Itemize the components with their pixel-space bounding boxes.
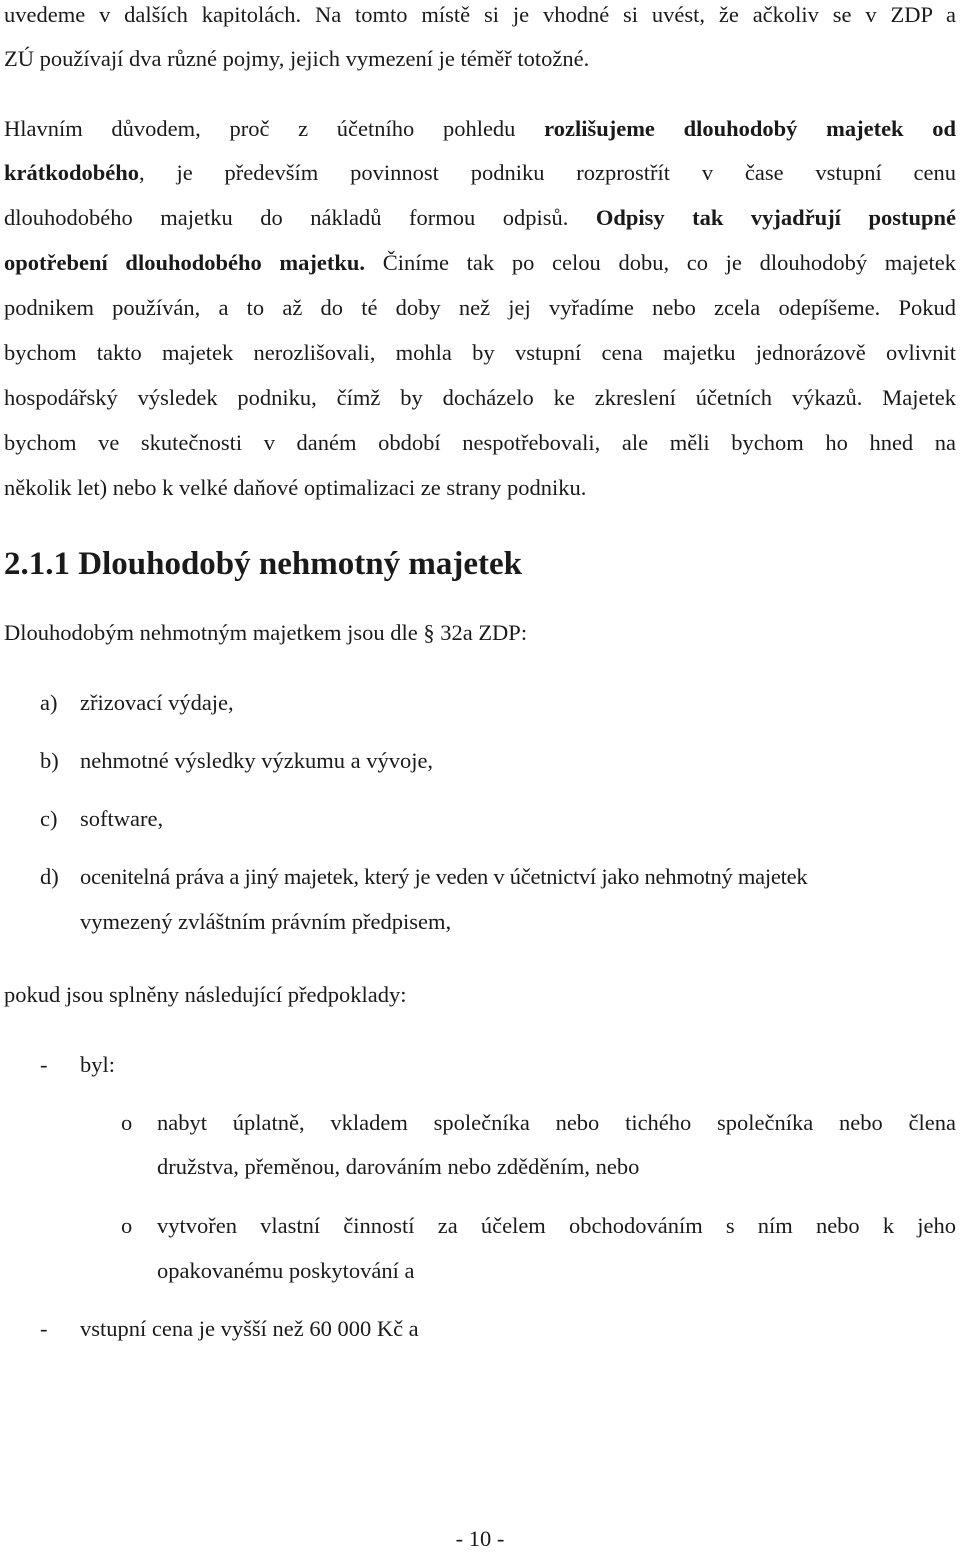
dash-marker: - bbox=[40, 1316, 48, 1341]
text-line: bychom ve skutečnosti v daném období nespotřebovali, ale měli bychom ho hned na bbox=[4, 430, 956, 455]
text-line: bychom takto majetek nerozlišovali, mohla by vstupní cena majetku jednorázově ovlivnit bbox=[4, 340, 956, 365]
subcondition-text: nabyt úplatně, vkladem společníka nebo tichého společníka nebo člena bbox=[157, 1110, 956, 1135]
conditions-intro: pokud jsou splněny následující předpoklady: bbox=[4, 982, 407, 1007]
text-line bbox=[4, 114, 956, 144]
text-line: podnikem používán, a to až do té doby než jej vyřadíme nebo zcela odepíšeme. Pokud bbox=[4, 295, 956, 320]
list-item-label: b) bbox=[40, 748, 59, 773]
text-line: uvedeme v dalších kapitolách. Na tomto místě si je vhodné si uvést, že ačkoliv se v ZDP a bbox=[4, 2, 956, 27]
page-number: - 10 - bbox=[455, 1526, 505, 1551]
subcondition-text: družstva, přeměnou, darováním nebo zděděním, nebo bbox=[157, 1154, 640, 1179]
bold-span: opotřebení dlouhodobého majetku. bbox=[4, 250, 366, 275]
condition-text: byl: bbox=[80, 1052, 116, 1077]
text-span: Činíme tak po celou dobu, co je dlouhodobý majetek bbox=[365, 250, 956, 275]
bullet-marker: o bbox=[121, 1110, 133, 1135]
list-item-text: software, bbox=[80, 806, 164, 831]
bold-span: Odpisy tak vyjadřují postupné bbox=[595, 205, 956, 230]
text-line bbox=[4, 158, 956, 188]
list-item-text: zřizovací výdaje, bbox=[80, 690, 234, 715]
condition-text: vstupní cena je vyšší než 60 000 Kč a bbox=[80, 1316, 419, 1341]
bold-span: rozlišujeme dlouhodobý majetek od bbox=[544, 116, 957, 141]
bullet-marker: o bbox=[121, 1213, 133, 1238]
list-item-text: nehmotné výsledky výzkumu a vývoje, bbox=[80, 748, 434, 773]
list-item-text: vymezený zvláštním právním předpisem, bbox=[80, 909, 452, 934]
subcondition-text: vytvořen vlastní činností za účelem obchodováním s ním nebo k jeho bbox=[157, 1213, 956, 1238]
text-span: dlouhodobého majetku do nákladů formou odpisů. bbox=[4, 205, 596, 230]
text-line: několik let) nebo k velké daňové optimalizaci ze strany podniku. bbox=[4, 475, 587, 500]
list-item-label: a) bbox=[40, 690, 58, 715]
dash-marker: - bbox=[40, 1052, 48, 1077]
section-intro: Dlouhodobým nehmotným majetkem jsou dle § 32a ZDP: bbox=[4, 620, 528, 645]
list-item-text: ocenitelná práva a jiný majetek, který je veden v účetnictví jako nehmotný majetek bbox=[80, 864, 808, 889]
text-line: hospodářský výsledek podniku, čímž by docházelo ke zkreslení účetních výkazů. Majetek bbox=[4, 385, 956, 410]
text-span: , je především povinnost podniku rozprostřít v čase vstupní cenu bbox=[139, 160, 956, 185]
text-span: Hlavním důvodem, proč z účetního pohledu bbox=[4, 116, 545, 141]
text-line bbox=[4, 203, 956, 233]
subcondition-text: opakovanému poskytování a bbox=[157, 1258, 415, 1283]
text-line bbox=[4, 248, 956, 278]
text-line: ZÚ používají dva různé pojmy, jejich vymezení je téměř totožné. bbox=[4, 46, 590, 71]
list-item-label: c) bbox=[40, 806, 58, 831]
bold-span: krátkodobého bbox=[4, 160, 140, 185]
list-item-label: d) bbox=[40, 864, 59, 889]
section-heading: 2.1.1 Dlouhodobý nehmotný majetek bbox=[4, 546, 522, 582]
